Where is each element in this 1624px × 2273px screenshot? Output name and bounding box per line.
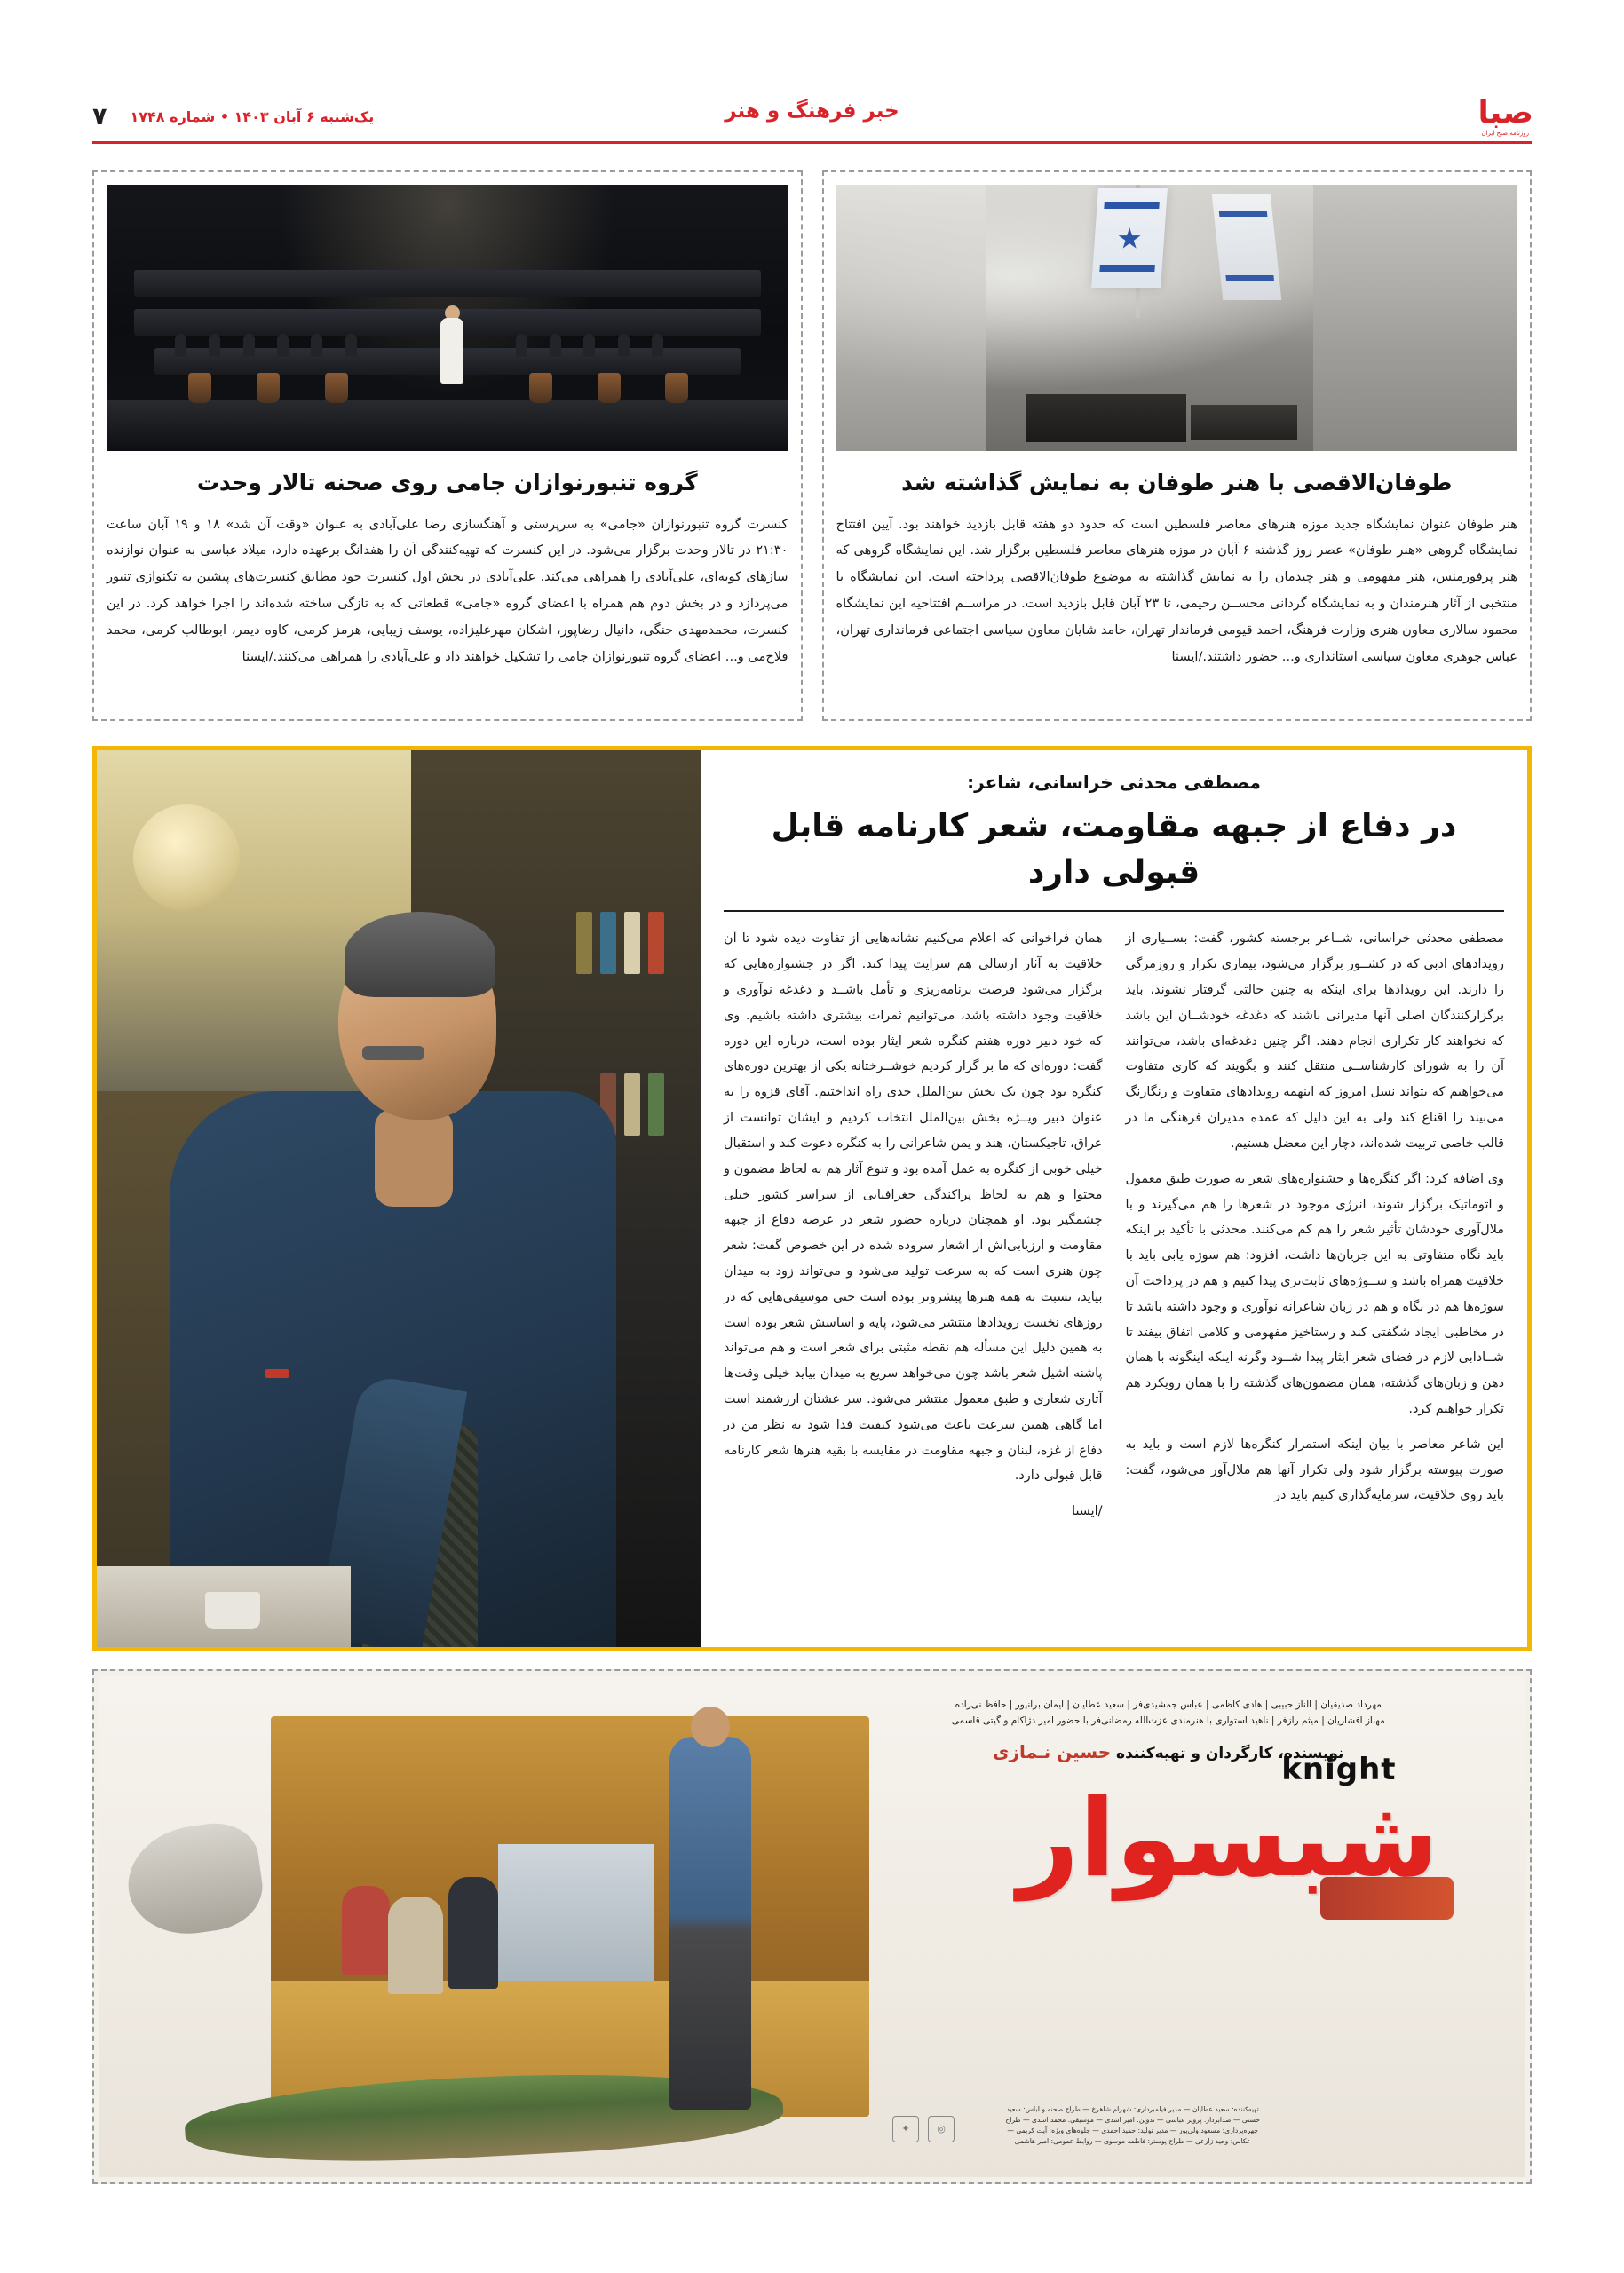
- writer-name: حسین نـمازی: [993, 1741, 1112, 1763]
- writer-label: نویسنده، کارگردان و تهیه‌کننده: [1116, 1745, 1344, 1763]
- issue-date: یک‌شنبه ۶ آبان ۱۴۰۳ • شماره ۱۷۴۸: [130, 108, 375, 125]
- lead-actor-figure: [669, 1737, 751, 2110]
- article-exhibition: [822, 170, 1533, 721]
- article-headline: طوفان‌الاقصی با هنر طوفان به نمایش گذاشته شد: [901, 470, 1453, 495]
- article-body: [836, 511, 1518, 670]
- poster-small-credits: تهیه‌کننده: سعید عطایان — مدیر فیلمبرداری: شهرام شاهرخ — طراح صحنه و لباس: سعید حسنی — صدابردار: پرویز عباسی — تدوین: امیر اسدی — موسیقی: محمد اسدی — طراح چهره‌پردازی: مسعود ولی‌پور — مدیر تولید: حمید احمدی — جلوه‌های ویژه: آیت کریمی — عکاس: وحید زارعی — طراح پوستر: فاطمه موسوی — روابط عمومی: امیر هاشمی: [1005, 2104, 1260, 2146]
- article-body-text: هنر طوفان عنوان نمایشگاه جدید موزه هنرهای معاصر فلسطین است که حدود دو هفته قابل بازدید خواهند بود. آیین افتتاح نمایشگاه گروهی «هنر طوفان» عصر روز گذشته ۶ آبان در موزه هنرهای معاصر فلسطین برگزار شد. این نمایشگاه گروهی که هنر پرفورمنس، هنر مفهومی و هنر چیدمان را به نمایش گذاشته به موضوع طوفان‌الاقصی پرداخته است. این نمایشگاه با منتخبی از آثار هنرمندان و به نمایشگاه گردانی محســن رحیمی، تا ۲۳ آبان قابل بازدید است. در مراســم افتتاحیه این نمایشگاه محمود سالاری معاون هنری وزارت فرهنگ، احمد قیومی فرماندار تهران، حامد شایان معاون سیاسی اجتماعی فرمانداری تهران، عباس جوهری معاون سیاسی استانداری و... حضور داشتند.: [836, 516, 1518, 665]
- interview-paragraph: وی اضافه کرد: اگر کنگره‌ها و جشنواره‌های شعر به صورت طبق معمول و اتوماتیک برگزار شوند، انرژی موجود در شعرها را هم می‌گیرند و با ملال‌آوری خودشان تأثیر شعر را هم کم می‌کنند. محدثی با تأکید بر اینکه باید نگاه متفاوتی به این جریان‌ها داشت، افزود: هم سوژه یابی باید با خلاقیت همراه باشد و ســوژه‌های ثابت‌تری پیدا کنیم و هم در پرداخت آن سوژه‌ها هم در نگاه و هم در زبان شاعرانه نوآوری و وجود داشته باشد تا در مخاطبی ایجاد شگفتی کند و رستاخیز مفهومی و کلامی اتفاق بیفتد تا شــادابی لازم در فضای شعر ایثار پیدا شــود وگرنه اینکه اینگونه با همان ذهن و زبان‌های گذشته، همان مضمون‌های گذشته را با همان رویکرد هم تکرار خواهیم کرد.: [1125, 1171, 1504, 1416]
- movie-poster-art: [99, 1676, 1525, 2177]
- film-org-logo: ◎: [928, 2116, 955, 2142]
- concert-photo: [107, 185, 788, 451]
- interview-column-right: [1126, 926, 1505, 1631]
- newspaper-logo-subtitle: روزنامه صبح ایران: [1481, 129, 1530, 137]
- article-concert: [92, 170, 803, 721]
- movie-poster: [92, 1669, 1532, 2184]
- poster-cast-credits: [898, 1697, 1439, 1730]
- interview-paragraph: همان فراخوانی که اعلام می‌کنیم نشانه‌هایی از تفاوت دیده شود تا آن خلاقیت به آثار ارسالی هم سرایت پیدا کند. اگر در جشنواره‌هایی که برگزار می‌شود فرصت برنامه‌ریزی و تأمل باشــد و دغدغه نوآوری و خلاقیت وجود داشته باشد، می‌توانیم ثمرات بیشتری داشته باشیم. وی که خود دبیر دوره هفتم کنگره شعر ایثار بوده است، درباره این دوره گفت: دوره‌ای که ما بر گزار کردیم خوشــرختانه یکی از بهترین دوره‌های کنگره بود چون یک بخش بین‌الملل جدی راه انداختیم. آقای قزوه را به عنوان دبیر ویــژه بخش بین‌الملل انتخاب کردیم و ایشان توانست از عراق، تاجیکستان، هند و یمن شاعرانی را به کنگره دعوت کند و استقبال خیلی خوبی از کنگره به عمل آمده بود و تنوع آثار هم به لحاظ مضمون و محتوا و هم به لحاظ پراکندگی جغرافیایی از سراسر کشور خیلی چشمگیر بود. او همچنان درباره حضور شعر در عرصه دفاع از جبهه مقاومت و ارزیابی‌اش از اشعار سروده شده در این خصوص گفت: شعر چون هنری است که به سرعت تولید می‌شود و می‌تواند زود به میدان بیاید، نسبت به همه هنرها پیشروتر بوده است حتی موسیقی‌هایی که در روزهای نخست رویدادها منتشر می‌شود، پایه و اساسش شعر بوده است به همین دلیل این مسأله هم نقطه مثبتی برای شعر است و هم می‌تواند پاشنه آشیل شعر باشد چون می‌خواهد سریع به میدان بیاید خیلی وقت‌ها آثاری شعاری و طبق معمول منتشر می‌شود. سر عشتان ارزشمند است اما گاهی همین سرعت باعث می‌شود کیفیت فدا شود به نظر من در دفاع از غزه، لبنان و جبهه مقاومت در مقایسه با بقیه هنرها شعر کارنامه قابل قبولی دارد.: [724, 931, 1103, 1484]
- cast-line-2: مهناز افشاریان | میثم رازفر | ناهید استواری با هنرمندی عزت‌الله رمضانی‌فر با حضور امیر دژاکام و گیتی قاسمی: [951, 1715, 1385, 1726]
- masthead-meta: [92, 103, 374, 131]
- interview-source: /ایسنا: [1072, 1504, 1103, 1519]
- article-source: /ایسنا: [242, 649, 273, 665]
- poster-title-english: knight: [1281, 1751, 1397, 1787]
- interview-headline: در دفاع از جبهه مقاومت، شعر کارنامه قابل قبولی دارد: [724, 804, 1504, 912]
- donkey-figure: [121, 1818, 267, 1942]
- interview-columns: [724, 926, 1504, 1631]
- interview-text-area: [701, 750, 1527, 1647]
- newspaper-logo: صبا: [1477, 94, 1533, 131]
- article-source: /ایسنا: [1171, 649, 1203, 665]
- interview-feature: [92, 746, 1532, 1651]
- poster-logos: [892, 2116, 955, 2142]
- article-body: [107, 511, 788, 670]
- cinema-logo: ✦: [892, 2116, 919, 2142]
- page-number: ۷: [92, 103, 107, 131]
- poet-portrait-photo: [97, 750, 701, 1647]
- interview-kicker: مصطفی محدثی خراسانی، شاعر:: [967, 772, 1261, 793]
- article-headline: گروه تنبورنوازان جامی روی صحنه تالار وحدت: [196, 470, 698, 495]
- article-body-text: کنسرت گروه تنبورنوازان «جامی» به سرپرستی و آهنگسازی رضا علی‌آبادی به عنوان «وقت آن شد» ۱۸ و ۱۹ آبان ساعت ۲۱:۳۰ در تالار وحدت برگزار می‌شود. در این کنسرت که تهیه‌کنندگی آن را هفدانگ برعهده دارد، میلاد عباسی به عنوان نوازنده سازهای کوبه‌ای، علی‌آبادی را همراهی می‌کند. علی‌آبادی در بخش اول کنسرت خود مطابق کنسرت‌های پیشین به تکنوازی تنبور می‌پردازد و در بخش دوم هم همراه با اعضای گروه «جامی» قطعاتی که به تازگی ساخته شده‌اند را اجرا خواهد کرد. در این کنسرت، محمدمهدی جنگی، دانیال رضاپور، اشکان مهرعلیزاده، یوسف زیبایی، هرمز کرمی، کاوه دیمر، ابوطالب کرمی، محمد فلاح‌می و... اعضای گروه تنبورنوازان جامی را تشکیل خواهند داد و علی‌آبادی را همراهی می‌کنند.: [107, 516, 788, 665]
- section-title: خبر فرهنگ و هنر: [725, 99, 899, 123]
- exhibition-photo: [836, 185, 1518, 451]
- masthead: [92, 92, 1532, 144]
- top-articles-row: [92, 170, 1532, 721]
- cast-line-1: مهرداد صدیقیان | الناز حبیبی | هادی کاظمی | عباس جمشیدی‌فر | سعید عطایان | ایمان برانپور | حافظ نی‌زاده: [955, 1699, 1382, 1710]
- masthead-brand: [1477, 94, 1533, 137]
- cast-group-figures: [342, 1877, 528, 2028]
- poster-title-persian: شبسوار: [1018, 1778, 1439, 1902]
- interview-paragraph: این شاعر معاصر با بیان اینکه استمرار کنگره‌ها لازم است و باید به صورت پیوسته برگزار شود ولی تکرار آنها هم ملال‌آور می‌شود، گفت: باید روی خلاقیت، سرمایه‌گذاری کنیم باید در: [1125, 1437, 1504, 1503]
- interview-column-left: [724, 926, 1103, 1631]
- interview-paragraph: مصطفی محدثی خراسانی، شــاعر برجسته کشور، گفت: بســیاری از رویدادهای ادبی که در کشــور برگزار می‌شود، بیماری تکرار و روزمرگی را دارند. این رویدادها برای اینکه به چنین حالتی گرفتار نشوند، باید برگزارکنندگان اصلی آنها مدیرانی باشند که دغدغه خودشــان این باشد که نخواهند کار تکراری انجام دهند. اگر چنین دغدغه‌ای باشد، می‌توانند آن را به شورای کارشناســی منتقل کنند و بگویند که کاری متفاوت می‌خواهیم که بتواند نسل امروز که اینهمه رویدادهای متفاوت و رنگارنگ می‌بیند را اقناع کند ولی به این دلیل که عمده مدیران فرهنگی ما در قالب خاصی تربیت شده‌اند، دچار این معضل هستیم.: [1125, 931, 1504, 1151]
